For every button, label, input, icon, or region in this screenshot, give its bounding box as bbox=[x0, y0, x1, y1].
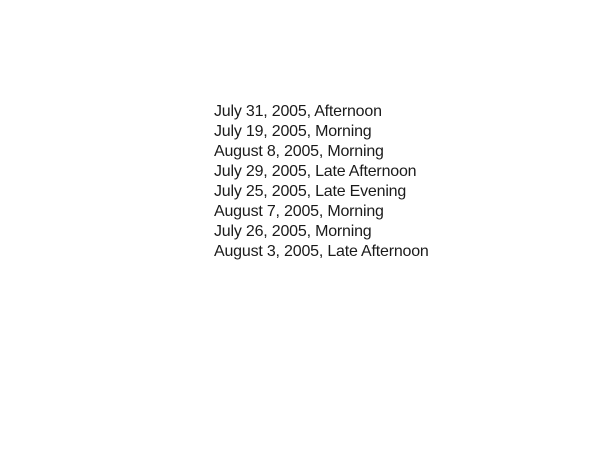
date-entry: July 25, 2005, Late Evening bbox=[214, 183, 407, 200]
date-entry-list bbox=[214, 102, 429, 262]
date-entry: August 3, 2005, Late Afternoon bbox=[214, 243, 429, 260]
date-entry: August 7, 2005, Morning bbox=[214, 203, 384, 220]
date-entry: July 19, 2005, Morning bbox=[214, 123, 372, 140]
date-entry: July 31, 2005, Afternoon bbox=[214, 103, 382, 120]
date-entry: August 8, 2005, Morning bbox=[214, 143, 384, 160]
date-entry: July 26, 2005, Morning bbox=[214, 223, 372, 240]
date-entry: July 29, 2005, Late Afternoon bbox=[214, 163, 417, 180]
